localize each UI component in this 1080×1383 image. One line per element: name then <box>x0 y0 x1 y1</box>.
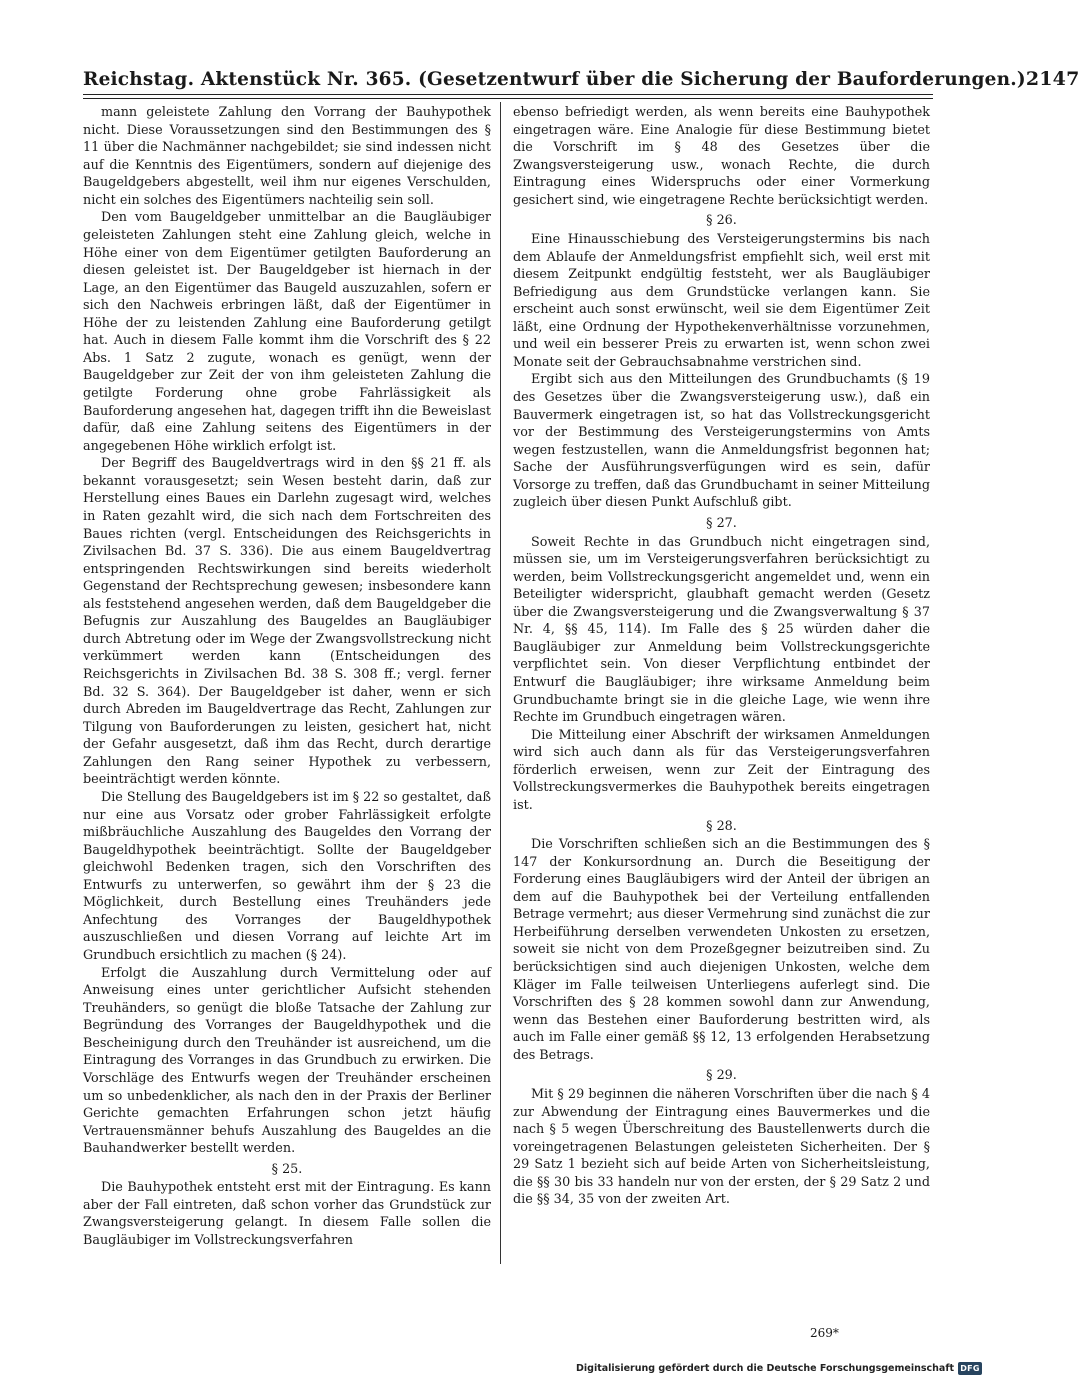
paragraph: Erfolgt die Auszahlung durch Vermittelung oder auf Anweisung eines unter gerichtlicher Aufsicht stehenden Treuhänders, so genügt die bloße Tatsache der Zahlung zur Begründung des Vorranges der Baugeldhypothek und die Bescheinigung durch den Treuhänder ist ausreichend, um die Eintragung des Vorranges in das Grundbuch zu erwirken. Die Vorschläge des Entwurfs wegen der Treuhänder erscheinen um so unbedenklicher, als nach den in der Praxis der Berliner Gerichte gemachten Erfahrungen schon jetzt häufig Vertrauensmänner behufs Auszahlung des Baugeldes an die Bauhandwerker bestellt werden. <box>83 965 491 1157</box>
paragraph: Die Bauhypothek entsteht erst mit der Eintragung. Es kann aber der Fall eintreten, daß schon vorher das Grundstück zur Zwangsversteigerung gelangt. In diesem Falle sollen die Baugläubiger im Vollstreckungsverfahren <box>83 1180 491 1248</box>
signature-mark: 269* <box>810 1326 839 1340</box>
paragraph: Der Begriff des Baugeldvertrags wird in den §§ 21 ff. als bekannt vorausgesetzt; sein Wesen besteht darin, daß zur Herstellung eines Baues ein Darlehn zugesagt wird, welches in Raten gezahlt wird, die sich nach dem Fortschreiten des Baues richten (vergl. Entscheidungen des Reichsgerichts in Zivilsachen Bd. 37 S. 336). Die aus einem Baugeldvertrag entspringenden Rechtswirkungen sind bereits wiederholt Gegenstand der Rechtsprechung gewesen; insbesondere kann als feststehend angesehen werden, daß dem Baugeldgeber die Befugnis zur Auszahlung des Baugeldes an Baugläubiger durch Abtretung oder im Wege der Zwangsvollstreckung nicht verkümmert werden kann (Entscheidungen des Reichsgerichts in Zivilsachen Bd. 38 S. 308 ff.; vergl. ferner Bd. 32 S. 364). Der Baugeldgeber ist daher, wenn er sich durch Abreden im Baugeldvertrage das Recht, Zahlungen zur Tilgung von Bauforderungen zu leisten, gesichert hat, nicht der Gefahr ausgesetzt, daß ihm das Recht, durch derartige Zahlungen den Rang seiner Hypothek zu verbessern, beeinträchtigt werden könnte. <box>83 456 491 788</box>
right-column <box>513 104 930 1209</box>
section-heading: § 29. <box>706 1068 737 1084</box>
paragraph: Ergibt sich aus den Mitteilungen des Grundbuchamts (§ 19 des Gesetzes über die Zwangsversteigerung usw.), daß ein Bauvermerk eingetragen ist, so hat das Vollstreckungsgericht vor der Bestimmung des Versteigerungstermins von Amts wegen festzustellen, wann die Anmeldungsfrist begonnen hat; Sache der Ausführungsverfügungen wird es sein, dafür Vorsorge zu treffen, daß das Grundbuchamt in seiner Mitteilung zugleich über diesen Punkt Aufschluß gibt. <box>513 372 930 511</box>
running-header <box>83 58 1080 90</box>
paragraph: Soweit Rechte in das Grundbuch nicht eingetragen sind, müssen sie, um im Versteigerungsverfahren berücksichtigt zu werden, beim Vollstreckungsgericht angemeldet und, wenn ein Beteiligter widerspricht, glaubhaft gemacht werden (Gesetz über die Zwangsversteigerung und die Zwangsverwaltung § 37 Nr. 4, §§ 45, 114). Im Falle des § 25 würden daher die Baugläubiger zur Anmeldung beim Vollstreckungsgerichte verpflichtet sein. Von dieser Verpflichtung entbindet der Entwurf die Baugläubiger; ihre wirksame Anmeldung beim Grundbuchamte bringt sie in die gleiche Lage, wie wenn ihre Rechte im Grundbuch eingetragen wären. <box>513 534 930 726</box>
digitization-credit <box>576 1362 982 1375</box>
section-heading: § 26. <box>706 213 737 229</box>
paragraph: Mit § 29 beginnen die näheren Vorschriften über die nach § 4 zur Abwendung der Eintragung eines Bauvermerkes und die nach § 5 wegen Überschreitung des Baustellenwerts durch die voreingetragenen Belastungen geleisteten Sicherheiten. Der § 29 Satz 1 bezieht sich auf beide Arten von Sicherheitsleistung, die §§ 30 bis 33 handeln nur von der ersten, der § 29 Satz 2 und die §§ 34, 35 von der zweiten Art. <box>513 1086 930 1208</box>
paragraph: Die Vorschriften schließen sich an die Bestimmungen des § 147 der Konkursordnung an. Durch die Beseitigung der Forderung eines Baugläubigers wird der Anteil der übrigen an dem auf die Bauhypothek bei der Verteilung entfallenden Betrage vermehrt; aus dieser Vermehrung sind zunächst die zur Herbeiführung derselben verwendeten Unkosten zu ersetzen, soweit sie nicht von dem Prozeßgegner beizutreiben sind. Zu berücksichtigen sind auch diejenigen Unkosten, welche dem Kläger im Falle teilweisen Unterliegens auferlegt sind. Die Vorschriften des § 28 kommen sowohl dann zur Anwendung, wenn das Bestehen einer Bauforderung bestritten wird, als auch im Falle einer gemäß §§ 12, 13 erfolgenden Herabsetzung des Betrags. <box>513 837 930 1063</box>
paragraph: Die Mitteilung einer Abschrift der wirksamen Anmeldungen wird sich auch dann als für das Versteigerungsverfahren förderlich erweisen, wenn zur Zeit der Eintragung des Vollstreckungsvermerkes die Bauhypothek bereits eingetragen ist. <box>513 727 930 813</box>
paragraph: Den vom Baugeldgeber unmittelbar an die Baugläubiger geleisteten Zahlungen steht eine Zahlung gleich, welche in Höhe einer von dem Eigentümer getilgten Bauforderung an diesen geleistet ist. Der Baugeldgeber ist hiernach in der Lage, an den Eigentümer das Baugeld auszuzahlen, sofern er sich den Nachweis erbringen läßt, daß der Eigentümer in Höhe der zu leistenden Zahlung eine Bauforderung getilgt hat. Auch in diesem Falle kommt ihm die Vorschrift des § 22 Abs. 1 Satz 2 zugute, wonach es genügt, wenn der Baugeldgeber zur Zeit der von ihm geleisteten Zahlung die getilgte Forderung ohne grobe Fahrlässigkeit als Bauforderung angesehen hat, dagegen trifft ihn die Beweislast dafür, daß eine Zahlung seitens des Eigentümers in der angegebenen Höhe wirklich erfolgt ist. <box>83 210 491 454</box>
section-heading: § 27. <box>706 515 737 531</box>
header-rule-thin <box>83 98 933 99</box>
left-column <box>83 104 491 1250</box>
paragraph: Die Stellung des Baugeldgebers ist im § 22 so gestaltet, daß nur eine aus Vorsatz oder grober Fahrlässigkeit erfolgte mißbräuchliche Auszahlung des Baugeldes den Vorrang der Baugeldhypothek beeinträchtigt. Sollte der Baugeldgeber gleichwohl Bedenken tragen, sich den Vorschriften des Entwurfs zu unterwerfen, so gewährt ihm der § 23 die Möglichkeit, durch Bestellung eines Treuhänders jede Anfechtung des Vorranges der Baugeldhypothek auszuschließen und diesen Vorrang auf leichte Art im Grundbuch ersichtlich zu machen (§ 24). <box>83 789 491 963</box>
section-heading: § 28. <box>706 818 737 834</box>
paragraph: Eine Hinausschiebung des Versteigerungstermins bis nach dem Ablaufe der Anmeldungsfrist empfiehlt sich, weil erst mit diesem Zeitpunkt endgültig feststeht, wer als Baugläubiger Befriedigung aus dem Grundstücke verlangen kann. Sie erscheint auch sonst erwünscht, weil sie dem Eigentümer Zeit läßt, eine Ordnung der Hypothekenverhältnisse vorzunehmen, und weil ein besserer Preis zu erwarten ist, wenn schon zwei Monate seit der Gebrauchsabnahme verstrichen sind. <box>513 231 930 370</box>
paragraph: mann geleistete Zahlung den Vorrang der Bauhypothek nicht. Diese Voraussetzungen sind den Bestimmungen des § 11 über die Nachmänner nachgebildet; sie sind indessen nicht auf die Kenntnis des Eigentümers, sondern auf diejenige des Baugeldgebers abgestellt, weil ihm nur eigenes Verschulden, nicht ein solches des Eigentümers nachteilig sein soll. <box>83 105 491 208</box>
dfg-logo: DFG <box>958 1362 982 1375</box>
column-divider <box>500 102 501 1264</box>
page-number: 2147 <box>1025 68 1080 90</box>
header-rule <box>83 94 933 95</box>
section-heading: § 25. <box>271 1161 303 1177</box>
credit-text: Digitalisierung gefördert durch die Deutsche Forschungsgemeinschaft <box>576 1363 954 1374</box>
header-title: Reichstag. Aktenstück Nr. 365. (Gesetzentwurf über die Sicherung der Bauforderungen.) <box>83 69 1026 90</box>
paragraph: ebenso befriedigt werden, als wenn bereits eine Bauhypothek eingetragen wäre. Eine Analogie für diese Bestimmung bietet die Vorschrift im § 48 des Gesetzes über die Zwangsversteigerung usw., wonach Rechte, die durch Eintragung eines Widerspruchs oder einer Vormerkung gesichert sind, wie eingetragene Rechte berücksichtigt werden. <box>513 105 930 208</box>
